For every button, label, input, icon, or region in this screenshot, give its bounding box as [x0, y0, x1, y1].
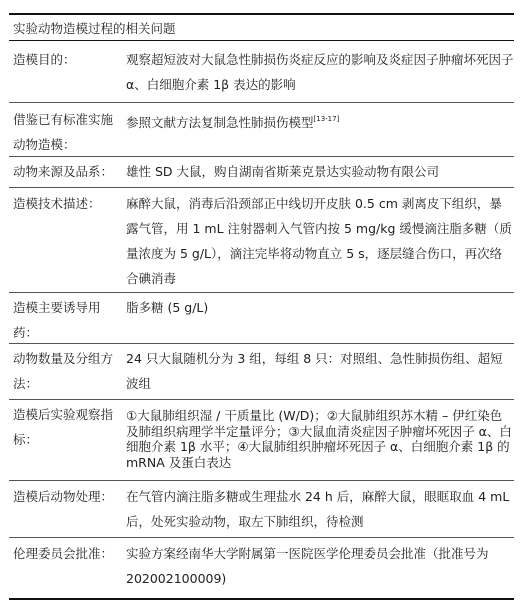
- table-row: [9, 107, 514, 157]
- row-label: 造模后动物处理：: [13, 489, 114, 504]
- row-label: 造模技术描述：: [13, 196, 101, 211]
- row-divider: [9, 343, 514, 344]
- table-caption: 实验动物造模过程的相关问题: [13, 21, 176, 36]
- row-label: 借鉴已有标准实施动物造模：: [13, 112, 114, 152]
- table-row: [9, 191, 514, 291]
- row-content: 脂多糖 (5 g/L): [126, 300, 209, 315]
- row-content: 实验方案经南华大学附属第一医院医学伦理委员会批准（批准号为 202002100009): [126, 546, 489, 586]
- row-content: 麻醉大鼠，消毒后沿颈部正中线切开皮肤 0.5 cm 剥离皮下组织，暴露气管，用 1 mL 注射器刺入气管内按 5 mg/kg 缓慢滴注脂多糖（质量浓度为 5 g/L），滴注完毕将动物直立 5 s，逐层缝合伤口，再次络合碘消毒: [126, 196, 512, 286]
- row-divider: [9, 156, 514, 157]
- row-label: 动物数量及分组方法：: [13, 351, 114, 391]
- row-content: 观察超短波对大鼠急性肺损伤炎症反应的影响及炎症因子肿瘤坏死因子 α、白细胞介素 1β 表达的影响: [126, 52, 514, 92]
- bottom-rule: [9, 598, 514, 600]
- row-label: 造模目的：: [13, 52, 76, 67]
- table-row: [9, 295, 514, 345]
- row-label: 动物来源及品系：: [13, 164, 114, 179]
- row-divider: [9, 187, 514, 188]
- row-content: 雄性 SD 大鼠，购自湖南省斯莱克景达实验动物有限公司: [126, 164, 440, 179]
- top-rule: [9, 13, 514, 15]
- table-row: [9, 47, 514, 97]
- row-content: 24 只大鼠随机分为 3 组，每组 8 只：对照组、急性肺损伤组、超短波组: [126, 351, 503, 391]
- reference-superscript: [13-17]: [313, 115, 340, 123]
- row-content: [116, 107, 514, 157]
- row-divider: [9, 292, 514, 293]
- row-label: 造模后实验观察指标：: [13, 407, 114, 447]
- row-content: 在气管内滴注脂多糖或生理盐水 24 h 后，麻醉大鼠，眼眶取血 4 mL 后，处死实验动物，取左下肺组织，待检测: [126, 489, 510, 529]
- row-divider: [9, 399, 514, 400]
- table-row: [9, 346, 514, 396]
- table-row: [9, 541, 514, 591]
- header-rule: [9, 40, 514, 41]
- table-row: [9, 402, 514, 470]
- table-row: [9, 484, 514, 534]
- row-label: 造模主要诱导用药：: [13, 300, 101, 340]
- row-content: ①大鼠肺组织湿 / 干质量比 (W/D)；②大鼠肺组织苏木精 – 伊红染色及肺组织病理学半定量评分；③大鼠血清炎症因子肿瘤坏死因子 α、白细胞介素 1β 水平；④大鼠肺组织肿瘤坏死因子 α、白细胞介素 1β 的 mRNA 及蛋白表达: [126, 408, 512, 470]
- row-divider: [9, 480, 514, 481]
- row-label: 伦理委员会批准：: [13, 546, 114, 561]
- row-divider: [9, 537, 514, 538]
- table-row: [9, 159, 514, 184]
- row-divider: [9, 102, 514, 103]
- row-content-text: 参照文献方法复制急性肺损伤模型: [126, 115, 314, 130]
